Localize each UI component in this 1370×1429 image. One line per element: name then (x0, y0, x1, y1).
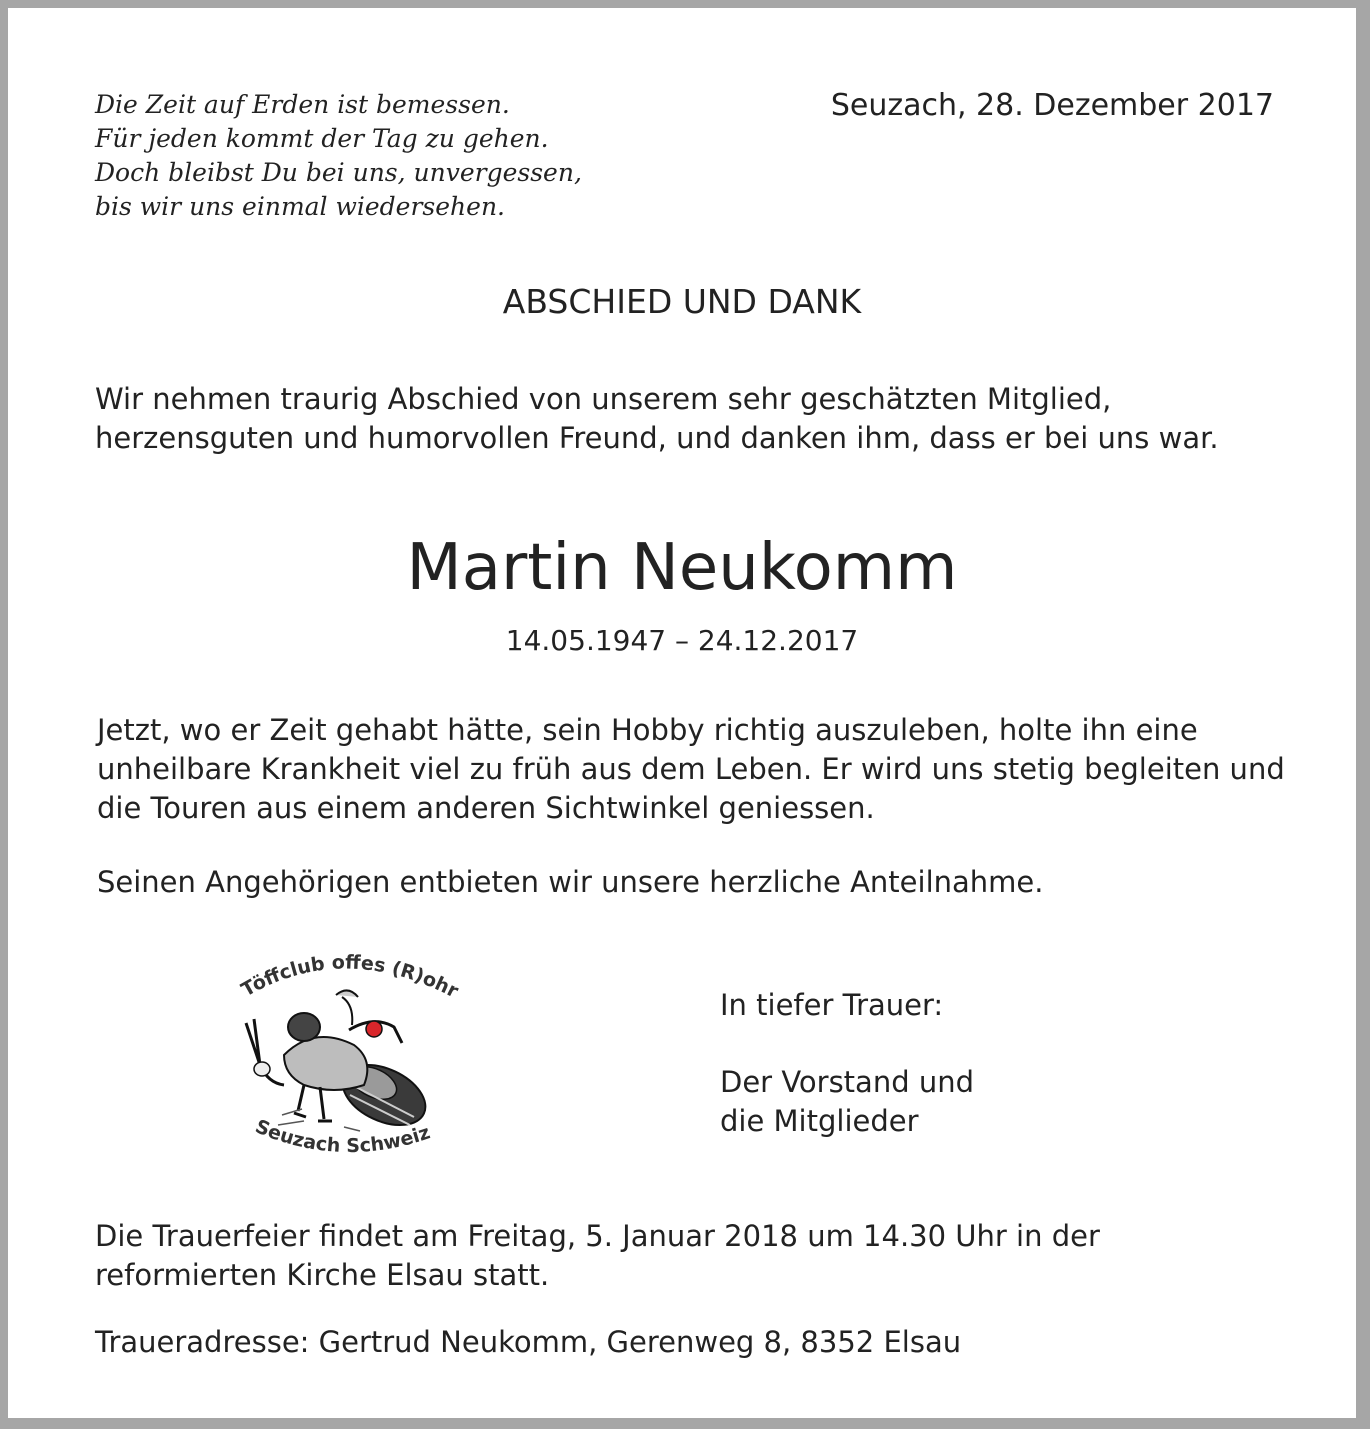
poem-line: bis wir uns einmal wiedersehen. (95, 192, 505, 221)
intro-text: Wir nehmen traurig Abschied von unserem sehr geschätzten Mitglied, herzensguten und humorvollen Freund, und danken ihm, dass er bei uns war. (95, 382, 1219, 455)
deceased-name: Martin Neukomm (406, 531, 958, 605)
mourning-label: In tiefer Trauer: (720, 988, 944, 1022)
life-dates: 14.05.1947 – 24.12.2017 (505, 624, 859, 657)
poem-line: Für jeden kommt der Tag zu gehen. (95, 124, 549, 153)
poem (95, 88, 582, 224)
mourning-line: Der Vorstand und (720, 1065, 974, 1099)
logo-top-text: Töffclub offes (R)ohr (237, 951, 462, 1003)
condolence-text: Seinen Angehörigen entbieten wir unsere herzliche Anteilnahme. (97, 865, 1044, 899)
page-title: ABSCHIED UND DANK (502, 282, 862, 321)
club-logo (224, 945, 464, 1167)
mourning-signature (720, 986, 974, 1141)
place-date: Seuzach, 28. Dezember 2017 (830, 88, 1274, 123)
logo-bottom-text: Seuzach Schweiz (252, 1115, 433, 1158)
motorcycle-rider-illustration (246, 990, 435, 1137)
poem-line: Die Zeit auf Erden ist bemessen. (95, 90, 510, 119)
mourning-line: die Mitglieder (720, 1104, 919, 1138)
obituary-page (8, 8, 1356, 1418)
body-text: Jetzt, wo er Zeit gehabt hätte, sein Hobby richtig auszuleben, holte ihn eine unheilbare Krankheit viel zu früh aus dem Leben. Er wird uns stetig begleiten und die Touren aus einem anderen Sichtwinkel geniessen. (97, 713, 1285, 825)
mourning-address: Traueradresse: Gertrud Neukomm, Gerenweg 8, 8352 Elsau (95, 1325, 962, 1359)
poem-line: Doch bleibst Du bei uns, unvergessen, (95, 158, 582, 187)
service-info: Die Trauerfeier findet am Freitag, 5. Januar 2018 um 14.30 Uhr in der reformierten Kirche Elsau statt. (95, 1219, 1100, 1292)
